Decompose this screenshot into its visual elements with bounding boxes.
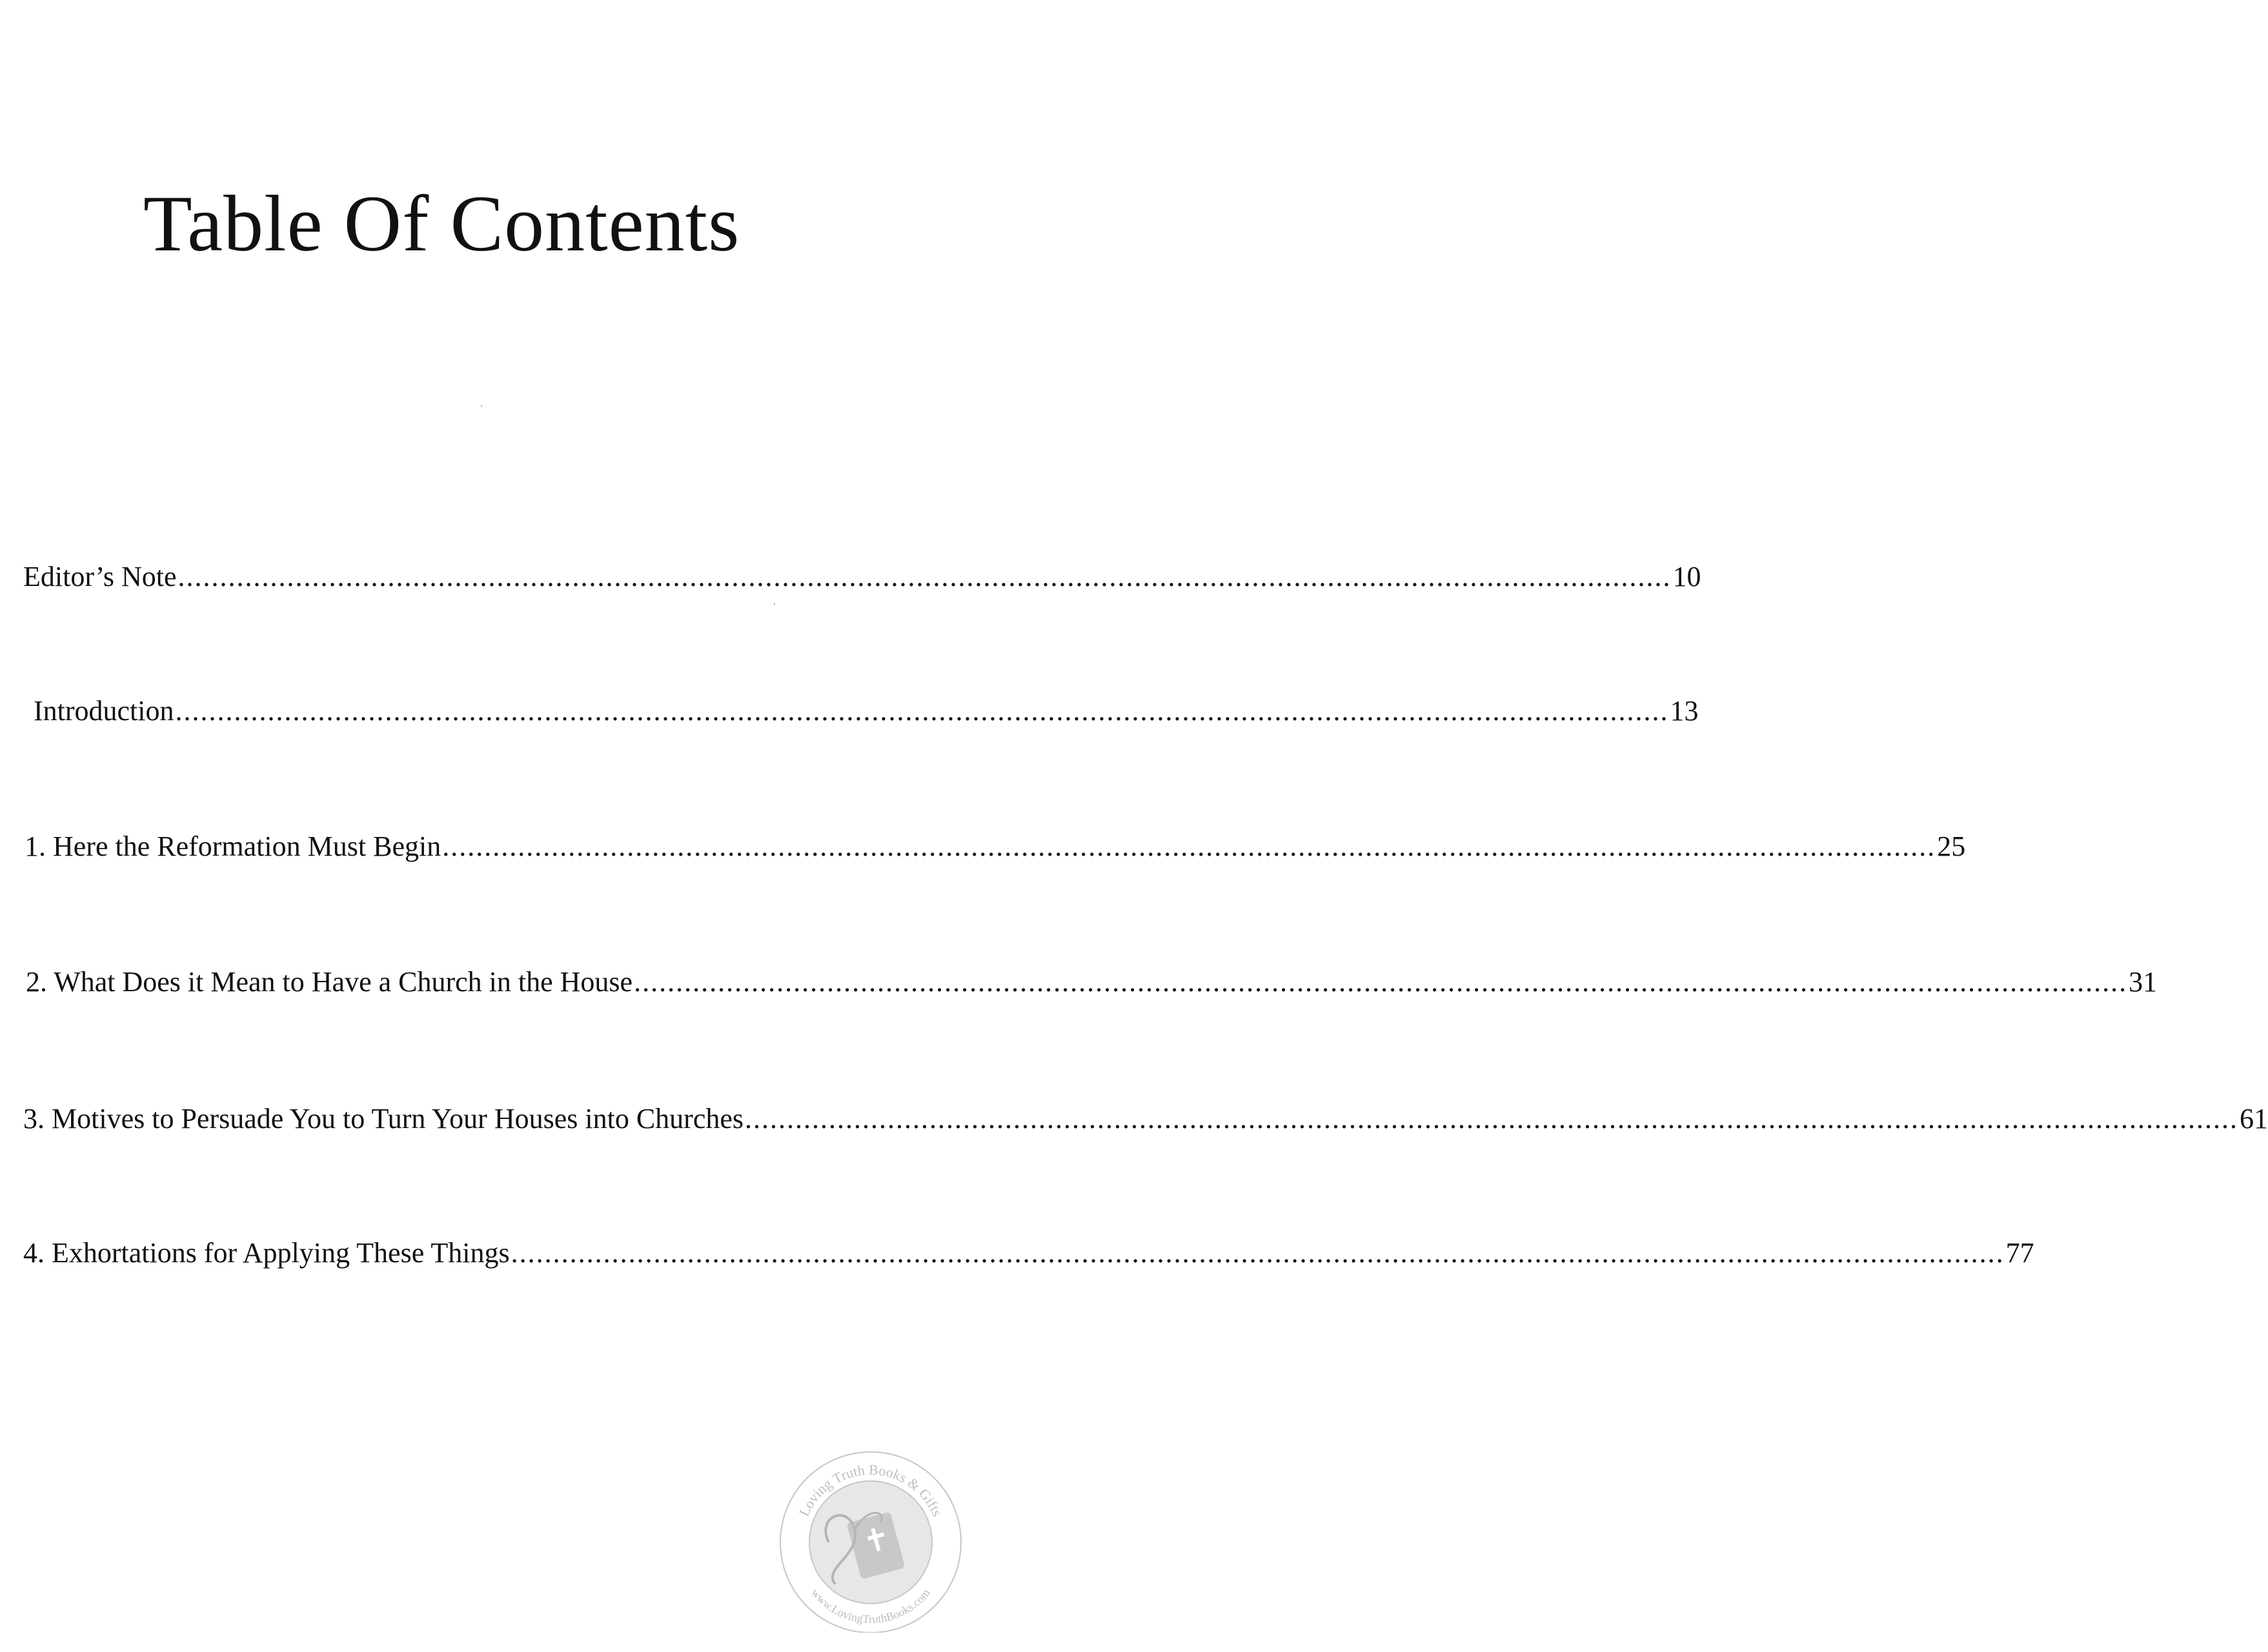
toc-entry-label: Introduction <box>34 695 174 727</box>
toc-entry-label: 2. What Does it Mean to Have a Church in the House <box>26 966 633 998</box>
toc-entry-page-number: 77 <box>2005 1237 2034 1269</box>
toc-entry-page-number: 61 <box>2240 1103 2268 1134</box>
page-title: Table Of Contents <box>143 179 740 268</box>
toc-entry-label: Editor’s Note <box>23 561 177 592</box>
toc-entry-chapter-3[interactable] <box>23 1103 2268 1134</box>
toc-entry-introduction[interactable] <box>34 695 1699 727</box>
toc-entry-page-number: 13 <box>1670 695 1699 727</box>
toc-entry-chapter-2[interactable] <box>26 966 2158 998</box>
toc-entry-label: 1. Here the Reformation Must Begin <box>25 831 441 862</box>
toc-entry-editors-note[interactable] <box>23 561 1701 592</box>
dot-leader: .................................................................................................................................................................................. <box>511 1237 2005 1269</box>
toc-entry-page-number: 10 <box>1672 561 1701 592</box>
dot-leader: .................................................................................................................................................................................. <box>177 561 1672 592</box>
paper-speck <box>774 603 775 605</box>
dot-leader: .................................................................................................................................................................................. <box>442 831 1936 862</box>
paper-speck <box>481 405 482 407</box>
dot-leader: .................................................................................................................................................................................. <box>175 695 1669 727</box>
dot-leader: .................................................................................................................................................................................. <box>634 966 2128 998</box>
watermark-seal-icon <box>777 1446 964 1633</box>
watermark-text-bottom: www.LovingTruthBooks.com <box>809 1586 933 1626</box>
toc-entry-page-number: 25 <box>1937 831 1966 862</box>
toc-entry-page-number: 31 <box>2129 966 2158 998</box>
watermark-text-top: Loving Truth Books & Gifts <box>796 1461 946 1519</box>
dot-leader: .................................................................................................................................................................................. <box>745 1103 2239 1134</box>
toc-entry-label: 4. Exhortations for Applying These Things <box>23 1237 510 1269</box>
toc-entry-chapter-1[interactable] <box>25 831 1966 862</box>
toc-entry-chapter-4[interactable] <box>23 1237 2034 1269</box>
toc-entry-label: 3. Motives to Persuade You to Turn Your Houses into Churches <box>23 1103 744 1134</box>
